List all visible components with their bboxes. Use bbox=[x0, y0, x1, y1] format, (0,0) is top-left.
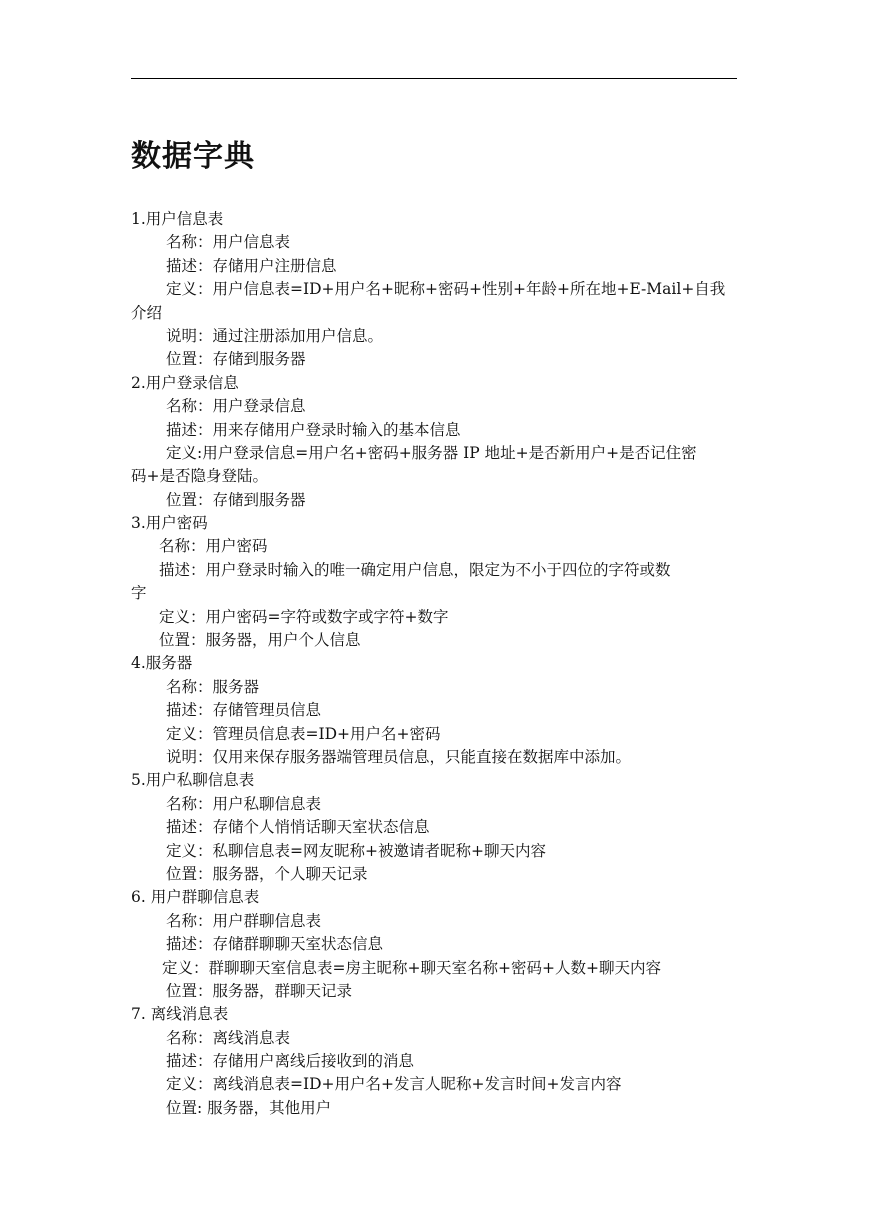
section-2-location: 位置：存储到服务器 bbox=[166, 490, 306, 509]
section-2-definition: 定义:用户登录信息=用户名+密码+服务器 IP 地址+是否新用户+是否记住密 bbox=[166, 443, 697, 462]
section-4-note: 说明：仅用来保存服务器端管理员信息，只能直接在数据库中添加。 bbox=[166, 747, 632, 766]
section-5-location: 位置：服务器，个人聊天记录 bbox=[166, 864, 368, 883]
page-title: 数据字典 bbox=[131, 139, 255, 174]
section-heading-1: 1.用户信息表 bbox=[131, 210, 224, 228]
section-1-location: 位置：存储到服务器 bbox=[166, 350, 306, 369]
section-5-definition: 定义：私聊信息表=网友昵称+被邀请者昵称+聊天内容 bbox=[166, 841, 546, 860]
section-heading-3: 3.用户密码 bbox=[131, 514, 208, 533]
section-6-name: 名称：用户群聊信息表 bbox=[166, 911, 322, 930]
section-heading-6: 6. 用户群聊信息表 bbox=[131, 888, 260, 907]
section-heading-2: 2.用户登录信息 bbox=[131, 373, 239, 392]
section-3-description-cont: 字 bbox=[131, 584, 147, 603]
section-4-name: 名称：服务器 bbox=[166, 677, 260, 696]
section-6-definition: 定义：群聊聊天室信息表=房主昵称+聊天室名称+密码+人数+聊天内容 bbox=[162, 958, 661, 977]
section-1-definition: 定义：用户信息表=ID+用户名+昵称+密码+性别+年龄+所在地+E-Mail+自我 bbox=[166, 280, 726, 299]
section-heading-4: 4.服务器 bbox=[131, 654, 193, 673]
section-3-name: 名称：用户密码 bbox=[159, 537, 268, 556]
section-2-name: 名称：用户登录信息 bbox=[166, 397, 306, 416]
section-5-name: 名称：用户私聊信息表 bbox=[166, 794, 322, 813]
section-2-description: 描述：用来存储用户登录时输入的基本信息 bbox=[166, 420, 461, 439]
section-3-definition: 定义：用户密码=字符或数字或字符+数字 bbox=[159, 607, 449, 626]
section-heading-5: 5.用户私聊信息表 bbox=[131, 771, 255, 790]
section-2-definition-cont: 码+是否隐身登陆。 bbox=[131, 467, 268, 486]
section-1-name: 名称：用户信息表 bbox=[166, 233, 291, 252]
section-1-definition-cont: 介绍 bbox=[131, 303, 163, 322]
header-rule bbox=[131, 78, 737, 79]
section-7-description: 描述：存储用户离线后接收到的消息 bbox=[166, 1052, 415, 1071]
section-1-description: 描述：存储用户注册信息 bbox=[166, 256, 337, 275]
section-5-description: 描述：存储个人悄悄话聊天室状态信息 bbox=[166, 818, 430, 837]
section-4-definition: 定义：管理员信息表=ID+用户名+密码 bbox=[166, 724, 441, 743]
section-7-definition: 定义：离线消息表=ID+用户名+发言人昵称+发言时间+发言内容 bbox=[166, 1075, 622, 1094]
section-7-name: 名称：离线消息表 bbox=[166, 1028, 291, 1047]
document-body bbox=[131, 208, 739, 1120]
section-6-description: 描述：存储群聊聊天室状态信息 bbox=[166, 935, 384, 954]
section-3-location: 位置：服务器，用户个人信息 bbox=[159, 631, 361, 650]
section-4-description: 描述：存储管理员信息 bbox=[166, 701, 322, 720]
section-1-note: 说明：通过注册添加用户信息。 bbox=[166, 326, 384, 345]
section-heading-7: 7. 离线消息表 bbox=[131, 1005, 229, 1024]
section-6-location: 位置：服务器，群聊天记录 bbox=[166, 981, 353, 1000]
section-3-description: 描述：用户登录时输入的唯一确定用户信息，限定为不小于四位的字符或数 bbox=[159, 560, 671, 579]
section-7-location: 位置: 服务器，其他用户 bbox=[166, 1098, 332, 1117]
